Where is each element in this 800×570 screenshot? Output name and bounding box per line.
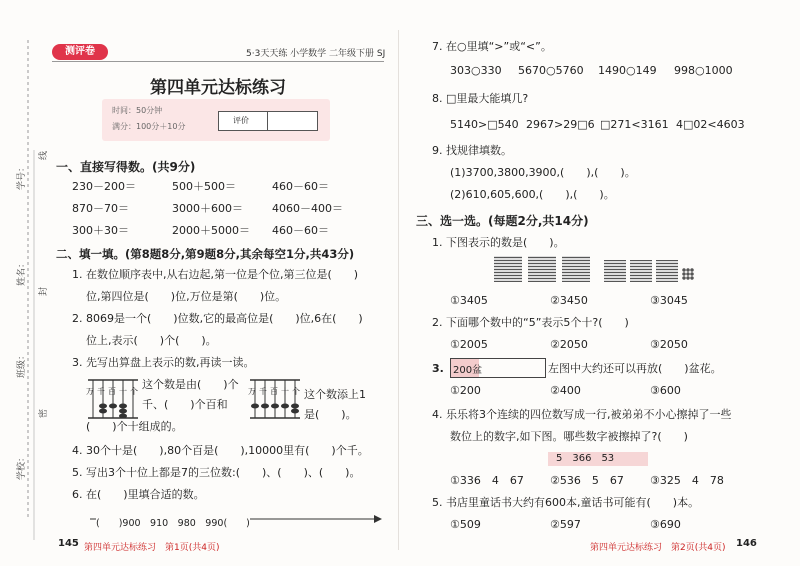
calc-2: 500＋500＝ [172, 180, 236, 193]
choice-q4-opt1: ①336 4 67 [450, 474, 524, 487]
compare-3: 1490○149 [598, 64, 657, 77]
fill-q2-line2: 位上,表示( )个( )。 [86, 334, 217, 347]
flower-bar-label: 200盆 [453, 365, 483, 376]
unit-cubes [682, 268, 694, 280]
seal-mark: 封 [39, 286, 49, 296]
number-line-labels: ( )900 910 980 990( ) [96, 515, 250, 529]
choice-q5-opt2: ②597 [550, 518, 581, 531]
score-info: 满分：100分＋10分 [112, 122, 186, 131]
fill-q2-line1: 2. 8069是一个( )位数,它的最高位是( )位,6在( ) [72, 312, 363, 325]
choice-q3-number: 3. [432, 362, 444, 375]
abacus-1-text-c: ( )个十组成的。 [86, 420, 183, 433]
abacus-2-icon [248, 376, 302, 422]
footer-left: 第四单元达标练习 第1页(共4页) [84, 543, 220, 553]
page-number-left: 145 [58, 538, 79, 549]
fill-q9: 9. 找规律填数。 [432, 144, 512, 157]
secret-mark: 密 [39, 408, 49, 418]
choice-q3-opt3: ③600 [650, 384, 681, 397]
abacus-2-text-b: 是( )。 [304, 408, 357, 421]
time-info: 时间：50分钟 [112, 106, 163, 115]
max-digit-4: 4□02<4603 [676, 118, 745, 131]
abacus-1-icon [86, 376, 140, 422]
fill-q3: 3. 先写出算盘上表示的数,再读一读。 [72, 356, 255, 369]
compare-4: 998○1000 [674, 64, 733, 77]
hundred-flat-2 [630, 260, 652, 282]
binder-strip [0, 0, 49, 566]
abacus-1-text-a: 这个数是由( )个 [142, 378, 239, 391]
test-badge: 测评卷 [52, 44, 108, 60]
calc-9: 460－60＝ [272, 224, 329, 237]
max-digit-3: □271<3161 [600, 118, 669, 131]
compare-1: 303○330 [450, 64, 502, 77]
max-digit-2: 2967>29□6 [526, 118, 595, 131]
calc-6: 4060－400＝ [272, 202, 343, 215]
eval-label: 评价 [233, 116, 249, 125]
series-header: 5·3天天练 小学数学 二年级下册 SJ [246, 49, 386, 59]
choice-q5: 5. 书店里童话书大约有600本,童话书可能有( )本。 [432, 496, 700, 509]
footer-right: 第四单元达标练习 第2页(共4页) [590, 543, 726, 553]
choice-q3-opt2: ②400 [550, 384, 581, 397]
header-rule [52, 61, 384, 62]
name-label: 姓名： [17, 258, 27, 286]
fill-q8: 8. □里最大能填几? [432, 92, 529, 105]
line-mark: 线 [39, 150, 49, 160]
pattern-1: (1)3700,3800,3900,( ),( )。 [450, 166, 636, 179]
choice-q4-opt2: ②536 5 67 [550, 474, 624, 487]
page-number-right: 146 [736, 538, 757, 549]
choice-q1: 1. 下图表示的数是( )。 [432, 236, 565, 249]
fill-q7: 7. 在○里填“>”或“<”。 [432, 40, 552, 53]
place-value-blocks [494, 254, 694, 284]
choice-q2-opt1: ①2005 [450, 338, 488, 351]
compare-2: 5670○5760 [518, 64, 584, 77]
calc-3: 460－60＝ [272, 180, 329, 193]
fill-q1-line1: 1. 在数位顺序表中,从右边起,第一位是个位,第三位是( ) [72, 268, 359, 281]
choice-q2-opt2: ②2050 [550, 338, 588, 351]
fill-q4: 4. 30个十是( ),80个百是( ),10000里有( )个千。 [72, 444, 369, 457]
choice-q1-opt3: ③3045 [650, 294, 688, 307]
thousand-cube-2 [528, 256, 556, 282]
abacus-2-labels: 万千百十个 [248, 387, 303, 396]
hundred-flat-1 [604, 260, 626, 282]
choice-q4-opt3: ③325 4 78 [650, 474, 724, 487]
section-3-title: 三、选一选。(每题2分,共14分) [416, 214, 589, 228]
thousand-cube-1 [494, 256, 522, 282]
choice-q2: 2. 下面哪个数中的“5”表示5个十?( ) [432, 316, 629, 329]
center-fold [398, 30, 399, 550]
student-id-label: 学号： [17, 162, 27, 190]
choice-q4-line2: 数位上的数字,如下图。哪些数字被擦掉了?( ) [450, 430, 688, 443]
choice-q3: 左图中大约还可以再放( )盆花。 [548, 362, 722, 375]
choice-q1-opt2: ②3450 [550, 294, 588, 307]
fill-q1-line2: 位,第四位是( )位,万位是第( )位。 [86, 290, 287, 303]
page-title: 第四单元达标练习 [150, 78, 286, 98]
thousand-cube-3 [562, 256, 590, 282]
calc-5: 3000＋600＝ [172, 202, 243, 215]
choice-q5-opt3: ③690 [650, 518, 681, 531]
choice-q4-line1: 4. 乐乐将3个连续的四位数写成一行,被弟弟不小心擦掉了一些 [432, 408, 732, 421]
fill-q6: 6. 在( )里填合适的数。 [72, 488, 205, 501]
pattern-2: (2)610,605,600,( ),( )。 [450, 188, 615, 201]
section-1-title: 一、直接写得数。(共9分) [56, 160, 196, 174]
choice-q1-opt1: ①3405 [450, 294, 488, 307]
calc-4: 870－70＝ [72, 202, 129, 215]
flower-bar [450, 358, 546, 378]
abacus-1-text-b: 千、( )个百和 [142, 398, 228, 411]
calc-7: 300＋30＝ [72, 224, 129, 237]
school-label: 学校： [17, 452, 27, 480]
choice-q3-opt1: ①200 [450, 384, 481, 397]
abacus-1-labels: 万千百十个 [86, 387, 141, 396]
calc-1: 230－200＝ [72, 180, 136, 193]
class-label: 班级： [17, 350, 27, 378]
hundred-flat-3 [656, 260, 678, 282]
eval-box [218, 111, 318, 131]
section-2-title: 二、填一填。(第8题8分,第9题8分,其余每空1分,共43分) [56, 247, 355, 261]
fill-q5: 5. 写出3个十位上都是7的三位数:( )、( )、( )。 [72, 466, 361, 479]
erased-numbers-figure: 5 366 53 [548, 452, 648, 466]
abacus-2-text-a: 这个数添上1 [304, 388, 366, 401]
calc-8: 2000＋5000＝ [172, 224, 250, 237]
max-digit-1: 5140>□540 [450, 118, 519, 131]
choice-q2-opt3: ③2050 [650, 338, 688, 351]
choice-q5-opt1: ①509 [450, 518, 481, 531]
